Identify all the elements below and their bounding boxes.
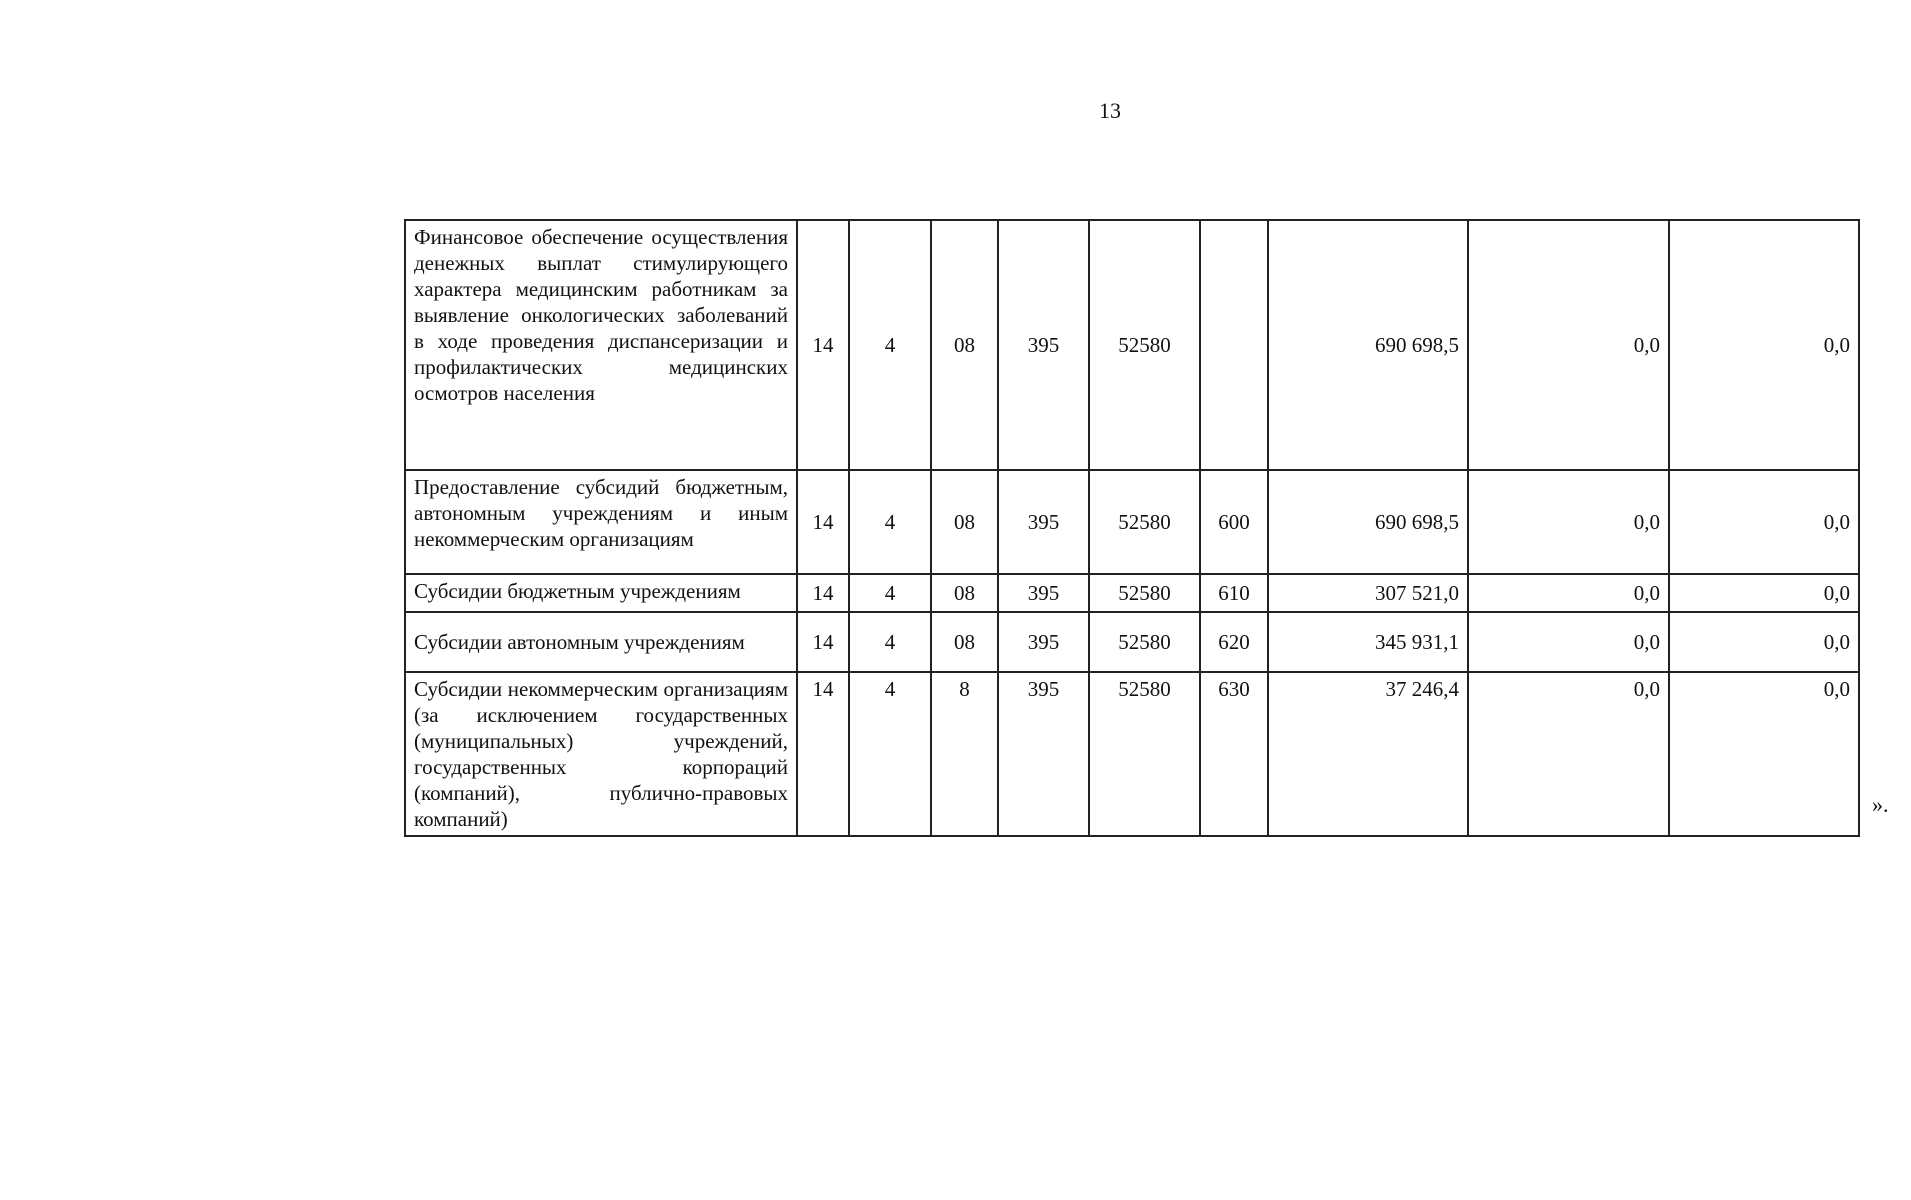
code-cell: 14 [797, 612, 849, 672]
code-cell: 14 [797, 220, 849, 470]
code-cell: 08 [931, 574, 998, 612]
code-cell: 52580 [1089, 470, 1200, 574]
code-cell: 4 [849, 470, 931, 574]
code-cell: 08 [931, 612, 998, 672]
code-cell: 630 [1200, 672, 1268, 836]
table-row [405, 574, 1859, 612]
code-cell [1200, 220, 1268, 470]
amount-cell: 0,0 [1669, 220, 1859, 470]
budget-table [404, 219, 1860, 837]
row-name-cell: Предоставление субсидий бюджетным, автономным учреждениям и иным некоммерческим организациям [405, 470, 797, 574]
row-name-cell: Субсидии автономным учреждениям [405, 612, 797, 672]
closing-quote-mark: ». [1872, 792, 1889, 817]
code-cell: 395 [998, 220, 1089, 470]
code-cell: 4 [849, 672, 931, 836]
code-cell: 4 [849, 574, 931, 612]
amount-cell: 0,0 [1669, 574, 1859, 612]
code-cell: 620 [1200, 612, 1268, 672]
row-name-cell: Финансовое обеспечение осуществления денежных выплат стимулирующего характера медицинским работникам за выявление онкологических заболеваний в ходе проведения диспансеризации и профилактических медицинских осмотров населения [405, 220, 797, 470]
code-cell: 4 [849, 612, 931, 672]
amount-cell: 0,0 [1669, 470, 1859, 574]
row-name-cell: Субсидии бюджетным учреждениям [405, 574, 797, 612]
table-row [405, 220, 1859, 470]
code-cell: 14 [797, 574, 849, 612]
code-cell: 395 [998, 612, 1089, 672]
amount-cell: 0,0 [1468, 612, 1669, 672]
amount-cell: 0,0 [1669, 612, 1859, 672]
table-row [405, 470, 1859, 574]
amount-cell: 37 246,4 [1268, 672, 1468, 836]
code-cell: 8 [931, 672, 998, 836]
code-cell: 395 [998, 470, 1089, 574]
code-cell: 52580 [1089, 220, 1200, 470]
page-number: 13 [1099, 98, 1121, 123]
amount-cell: 345 931,1 [1268, 612, 1468, 672]
amount-cell: 0,0 [1468, 470, 1669, 574]
code-cell: 08 [931, 470, 998, 574]
code-cell: 14 [797, 470, 849, 574]
amount-cell: 690 698,5 [1268, 470, 1468, 574]
amount-cell: 0,0 [1468, 220, 1669, 470]
row-name-cell: Субсидии некоммерческим организациям (за исключением государственных (муниципальных) учреждений, государственных корпораций (компаний), публично-правовых компаний) [405, 672, 797, 836]
amount-cell: 307 521,0 [1268, 574, 1468, 612]
table-row [405, 672, 1859, 836]
code-cell: 395 [998, 672, 1089, 836]
code-cell: 4 [849, 220, 931, 470]
code-cell: 14 [797, 672, 849, 836]
table-row [405, 612, 1859, 672]
amount-cell: 0,0 [1468, 574, 1669, 612]
amount-cell: 0,0 [1468, 672, 1669, 836]
code-cell: 395 [998, 574, 1089, 612]
amount-cell: 690 698,5 [1268, 220, 1468, 470]
code-cell: 52580 [1089, 612, 1200, 672]
code-cell: 08 [931, 220, 998, 470]
code-cell: 52580 [1089, 672, 1200, 836]
code-cell: 600 [1200, 470, 1268, 574]
code-cell: 52580 [1089, 574, 1200, 612]
code-cell: 610 [1200, 574, 1268, 612]
amount-cell: 0,0 [1669, 672, 1859, 836]
